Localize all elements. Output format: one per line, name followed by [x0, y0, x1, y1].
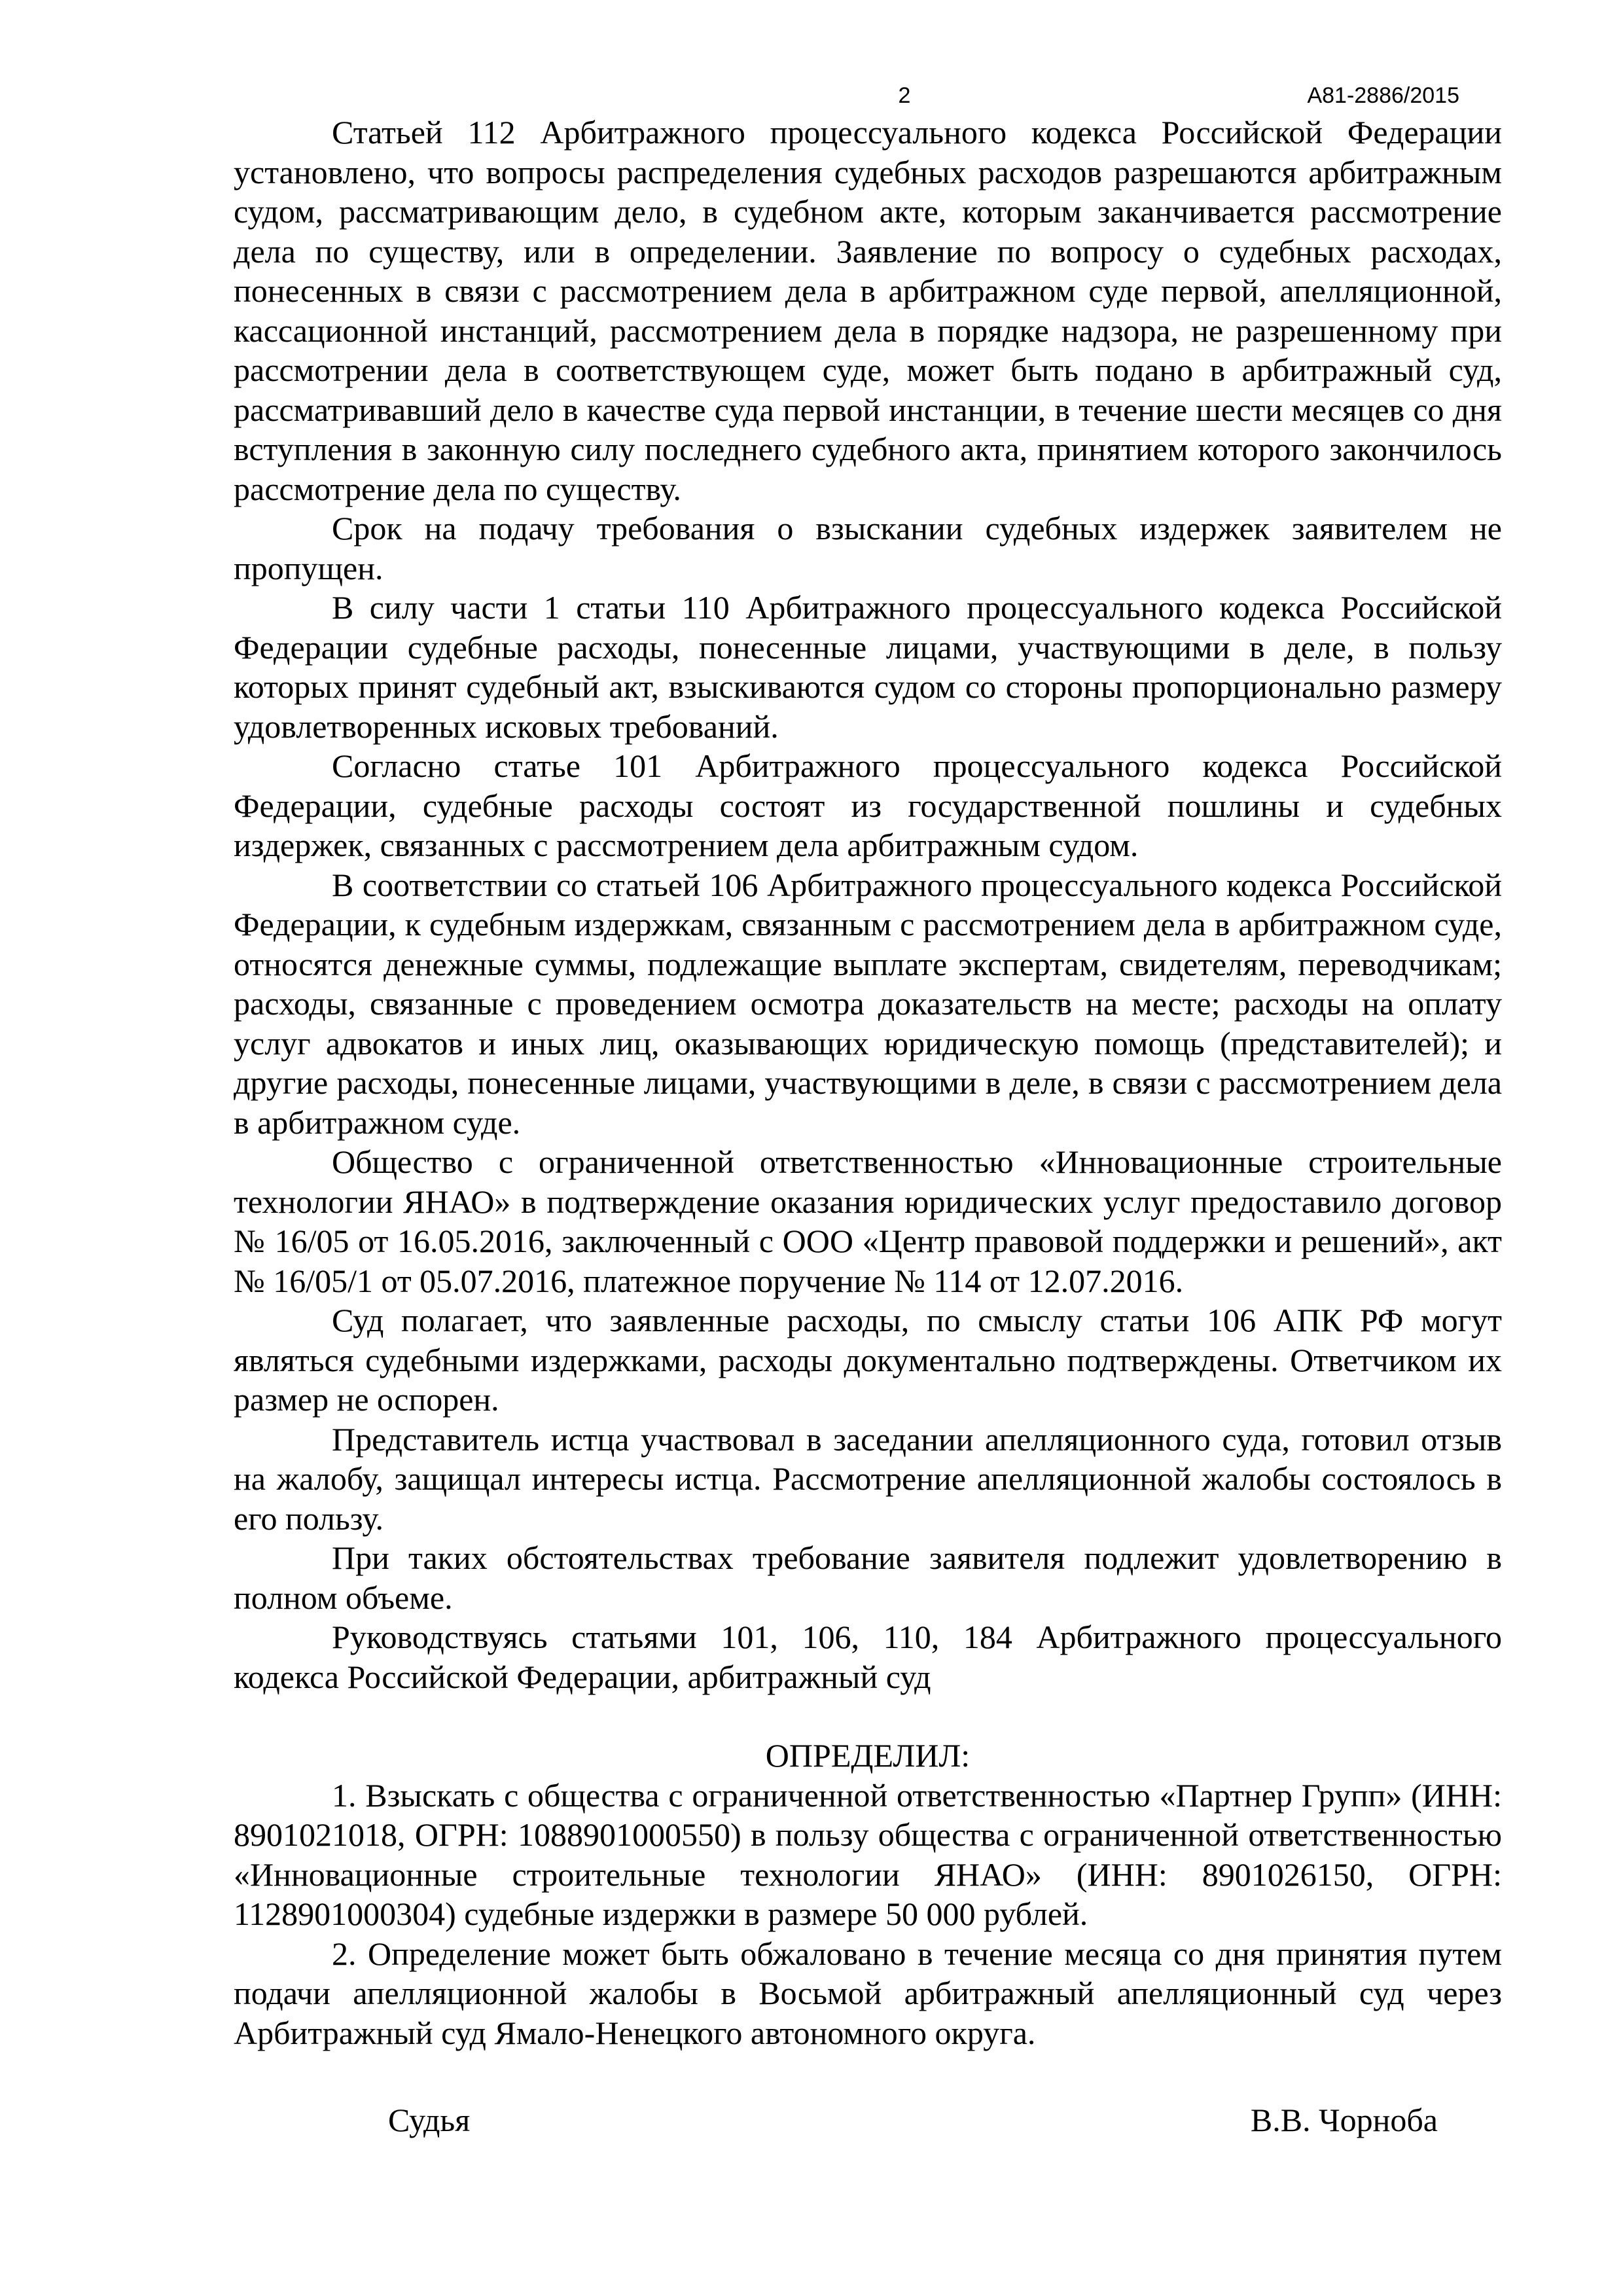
- paragraph-court-opinion: Суд полагает, что заявленные расходы, по смыслу статьи 106 АПК РФ могут являться судебными издержками, расходы документально подтверждены. Ответчиком их размер не оспорен.: [234, 1302, 1502, 1418]
- decision-item-1: 1. Взыскать с общества с ограниченной ответственностью «Партнер Групп» (ИНН: 8901021018, ОГРН: 1088901000550) в пользу общества с ограниченной ответственностью «Инновационные строительные технологии ЯНАО» (ИНН: 8901026150, ОГРН: 1128901000304) судебные издержки в размере 50 000 рублей.: [234, 1776, 1502, 1932]
- signature-name: В.В. Чорноба: [1250, 2102, 1438, 2138]
- signature-role: Судья: [388, 2102, 471, 2138]
- case-number: А81-2886/2015: [1307, 83, 1459, 108]
- paragraph-deadline: Срок на подачу требования о взыскании судебных издержек заявителем не пропущен.: [234, 510, 1502, 586]
- paragraph-evidence: Общество с ограниченной ответственностью «Инновационные строительные технологии ЯНАО» в подтверждение оказания юридических услуг предоставило договор № 16/05 от 16.05.2016, заключенный с ООО «Центр правовой поддержки и решений», акт № 16/05/1 от 05.07.2016, платежное поручение № 114 от 12.07.2016.: [234, 1143, 1502, 1299]
- paragraph-conclusion: При таких обстоятельствах требование заявителя подлежит удовлетворению в полном объеме.: [234, 1539, 1502, 1616]
- page-number: 2: [898, 83, 911, 108]
- paragraph-representative: Представитель истца участвовал в заседании апелляционного суда, готовил отзыв на жалобу, защищал интересы истца. Рассмотрение апелляционной жалобы состоялось в его пользу.: [234, 1420, 1502, 1537]
- paragraph-article-101: Согласно статье 101 Арбитражного процессуального кодекса Российской Федерации, судебные расходы состоят из государственной пошлины и судебных издержек, связанных с рассмотрением дела арбитражным судом.: [234, 747, 1502, 863]
- decision-heading: ОПРЕДЕЛИЛ:: [765, 1737, 971, 1774]
- paragraph-article-110: В силу части 1 статьи 110 Арбитражного процессуального кодекса Российской Федерации судебные расходы, понесенные лицами, участвующими в деле, в пользу которых принят судебный акт, взыскиваются судом со стороны пропорционально размеру удовлетворенных исковых требований.: [234, 589, 1502, 745]
- signature-block: [234, 2100, 1438, 2140]
- document-body: [234, 113, 1502, 2053]
- decision-item-2: 2. Определение может быть обжаловано в течение месяца со дня принятия путем подачи апелляционной жалобы в Восьмой арбитражный апелляционный суд через Арбитражный суд Ямало-Ненецкого автономного округа.: [234, 1935, 1502, 2051]
- paragraph-article-106: В соответствии со статьей 106 Арбитражного процессуального кодекса Российской Федерации, к судебным издержкам, связанным с рассмотрением дела в арбитражном суде, относятся денежные суммы, подлежащие выплате экспертам, свидетелям, переводчикам; расходы, связанные с проведением осмотра доказательств на месте; расходы на оплату услуг адвокатов и иных лиц, оказывающих юридическую помощь (представителей); и другие расходы, понесенные лицами, участвующими в деле, в связи с рассмотрением дела в арбитражном суде.: [234, 866, 1502, 1141]
- paragraph-costs-distribution: Статьей 112 Арбитражного процессуального кодекса Российской Федерации установлено, что вопросы распределения судебных расходов разрешаются арбитражным судом, рассматривающим дело, в судебном акте, которым заканчивается рассмотрение дела по существу, или в определении. Заявление по вопросу о судебных расходах, понесенных в связи с рассмотрением дела в арбитражном суде первой, апелляционной, кассационной инстанций, рассмотрением дела в порядке надзора, не разрешенному при рассмотрении дела в соответствующем суде, может быть подано в арбитражный суд, рассматривавший дело в качестве суда первой инстанции, в течение шести месяцев со дня вступления в законную силу последнего судебного акта, принятием которого закончилось рассмотрение дела по существу.: [234, 114, 1502, 507]
- paragraph-guided-by: Руководствуясь статьями 101, 106, 110, 184 Арбитражного процессуального кодекса Российской Федерации, арбитражный суд: [234, 1619, 1502, 1695]
